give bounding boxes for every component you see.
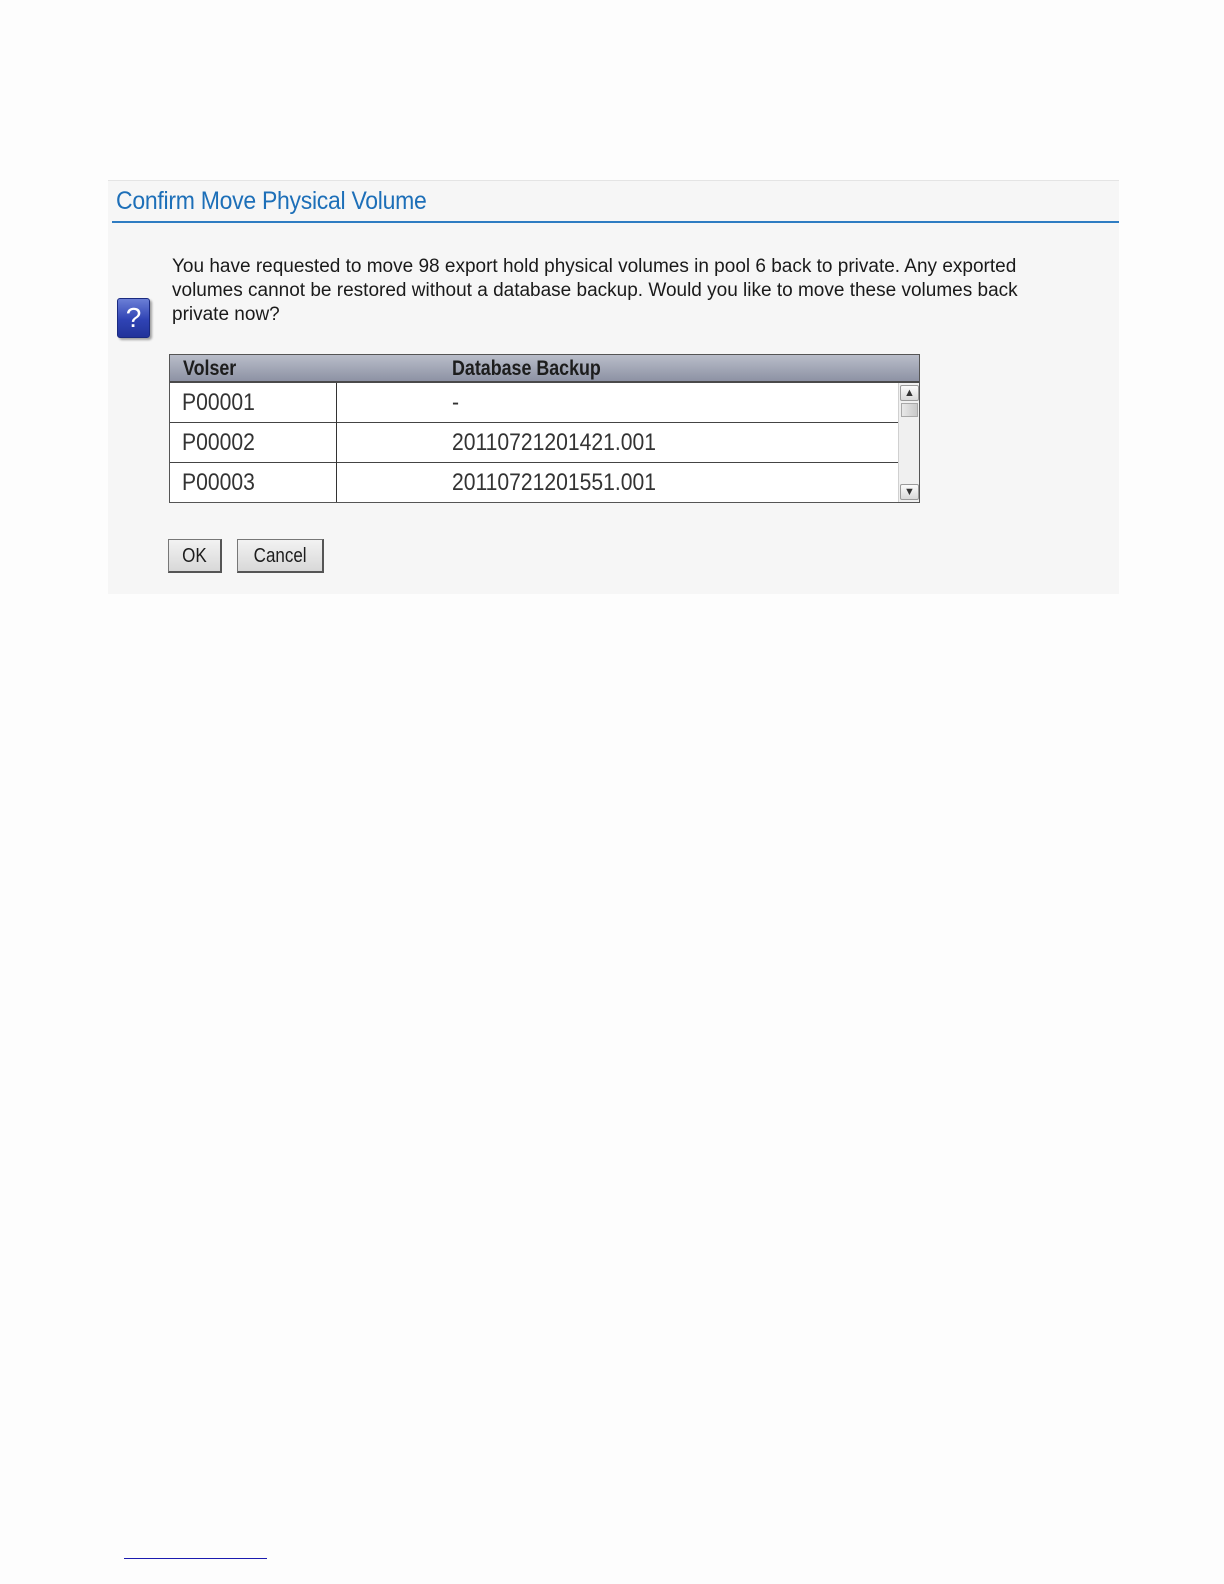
database-backup-cell: 20110721201551.001 — [452, 469, 656, 496]
table-scrollbar[interactable] — [898, 383, 919, 502]
question-icon: ? — [117, 298, 150, 338]
message-line: private now? — [172, 304, 280, 325]
message-line: You have requested to move 98 export hold physical volumes in pool 6 back to private. Any exported — [172, 256, 1017, 277]
column-divider — [336, 383, 337, 502]
table-row[interactable] — [170, 383, 898, 423]
volser-cell: P00003 — [182, 469, 255, 496]
table-row[interactable] — [170, 423, 898, 463]
dialog-title: Confirm Move Physical Volume — [116, 187, 427, 215]
table-body — [170, 383, 898, 502]
table-header — [170, 355, 919, 383]
confirm-message — [172, 255, 1072, 327]
volser-cell: P00001 — [182, 389, 255, 416]
volume-table — [169, 354, 920, 503]
scroll-up-button[interactable] — [900, 385, 919, 401]
cancel-button[interactable] — [237, 539, 324, 573]
cancel-button-label: Cancel — [253, 544, 307, 567]
ok-button-label: OK — [182, 544, 207, 567]
database-backup-cell: - — [452, 389, 460, 416]
scroll-down-button[interactable] — [900, 484, 919, 500]
chevron-up-icon: ▲ — [904, 387, 915, 399]
column-header-database-backup[interactable]: Database Backup — [452, 357, 601, 380]
column-header-volser[interactable]: Volser — [183, 357, 237, 380]
database-backup-cell: 20110721201421.001 — [452, 429, 656, 456]
volser-cell: P00002 — [182, 429, 255, 456]
footnote-divider — [124, 1558, 267, 1559]
confirm-dialog — [108, 180, 1119, 594]
title-divider — [112, 221, 1119, 223]
table-row[interactable] — [170, 463, 898, 503]
scroll-thumb[interactable] — [901, 403, 918, 417]
message-line: volumes cannot be restored without a database backup. Would you like to move these volumes back — [172, 280, 1018, 301]
chevron-down-icon: ▼ — [904, 486, 915, 498]
ok-button[interactable] — [168, 539, 222, 573]
